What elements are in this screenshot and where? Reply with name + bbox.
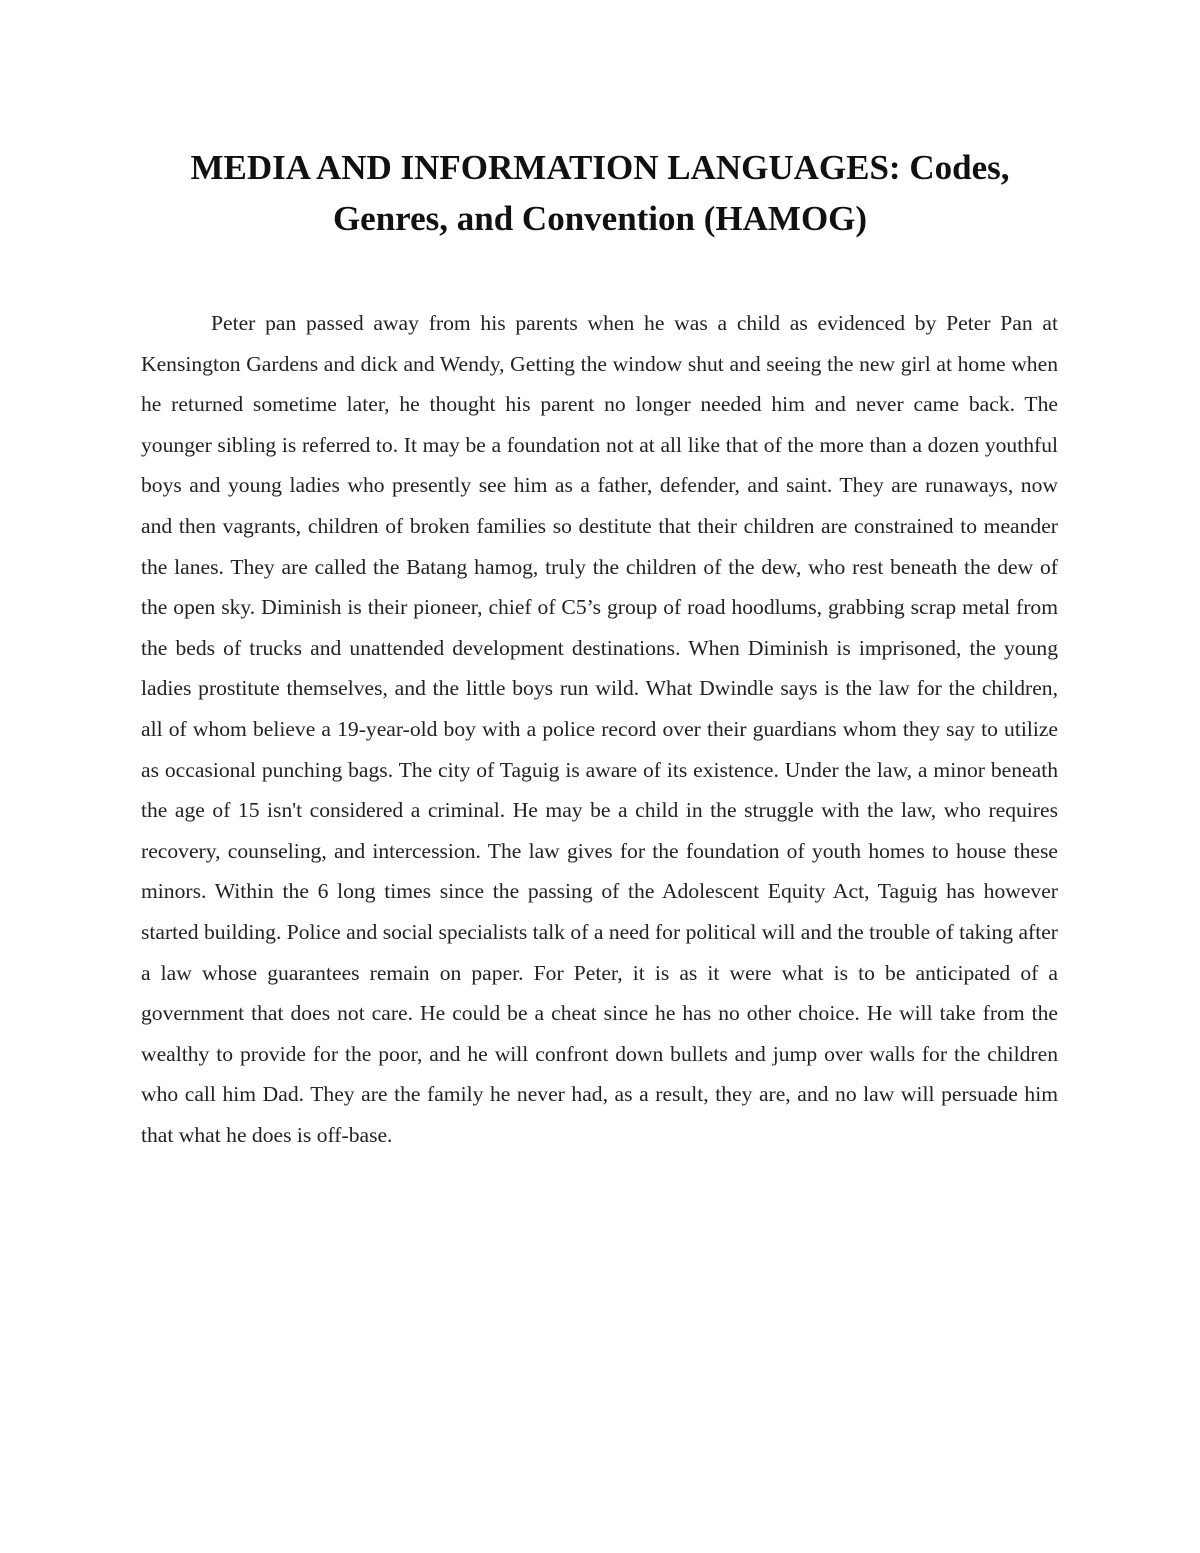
body-paragraph: Peter pan passed away from his parents when he was a child as evidenced by Peter Pan at Kensington Gardens and dick and Wendy, Getting the window shut and seeing the new girl at home when he returned sometime later, he thought his parent no longer needed him and never came back. The younger sibling is referred to. It may be a foundation not at all like that of the more than a dozen youthful boys and young ladies who presently see him as a father, defender, and saint. They are runaways, now and then vagrants, children of broken families so destitute that their children are constrained to meander the lanes. They are called the Batang hamog, truly the children of the dew, who rest beneath the dew of the open sky. Diminish is their pioneer, chief of C5’s group of road hoodlums, grabbing scrap metal from the beds of trucks and unattended development destinations. When Diminish is imprisoned, the young ladies prostitute themselves, and the little boys run wild. What Dwindle says is the law for the children, all of whom believe a 19-year-old boy with a police record over their guardians whom they say to utilize as occasional punching bags. The city of Taguig is aware of its existence. Under the law, a minor beneath the age of 15 isn't considered a criminal. He may be a child in the struggle with the law, who requires recovery, counseling, and intercession. The law gives for the foundation of youth homes to house these minors. Within the 6 long times since the passing of the Adolescent Equity Act, Taguig has however started building. Police and social specialists talk of a need for political will and the trouble of taking after a law whose guarantees remain on paper. For Peter, it is as it were what is to be anticipated of a government that does not care. He could be a cheat since he has no other choice. He will take from the wealthy to provide for the poor, and he will confront down bullets and jump over walls for the children who call him Dad. They are the family he never had, as a result, they are, and no law will persuade him that what he does is off-base.	[141, 311, 1058, 1147]
document-title: MEDIA AND INFORMATION LANGUAGES: Codes, Genres, and Convention (HAMOG)	[190, 148, 1010, 238]
